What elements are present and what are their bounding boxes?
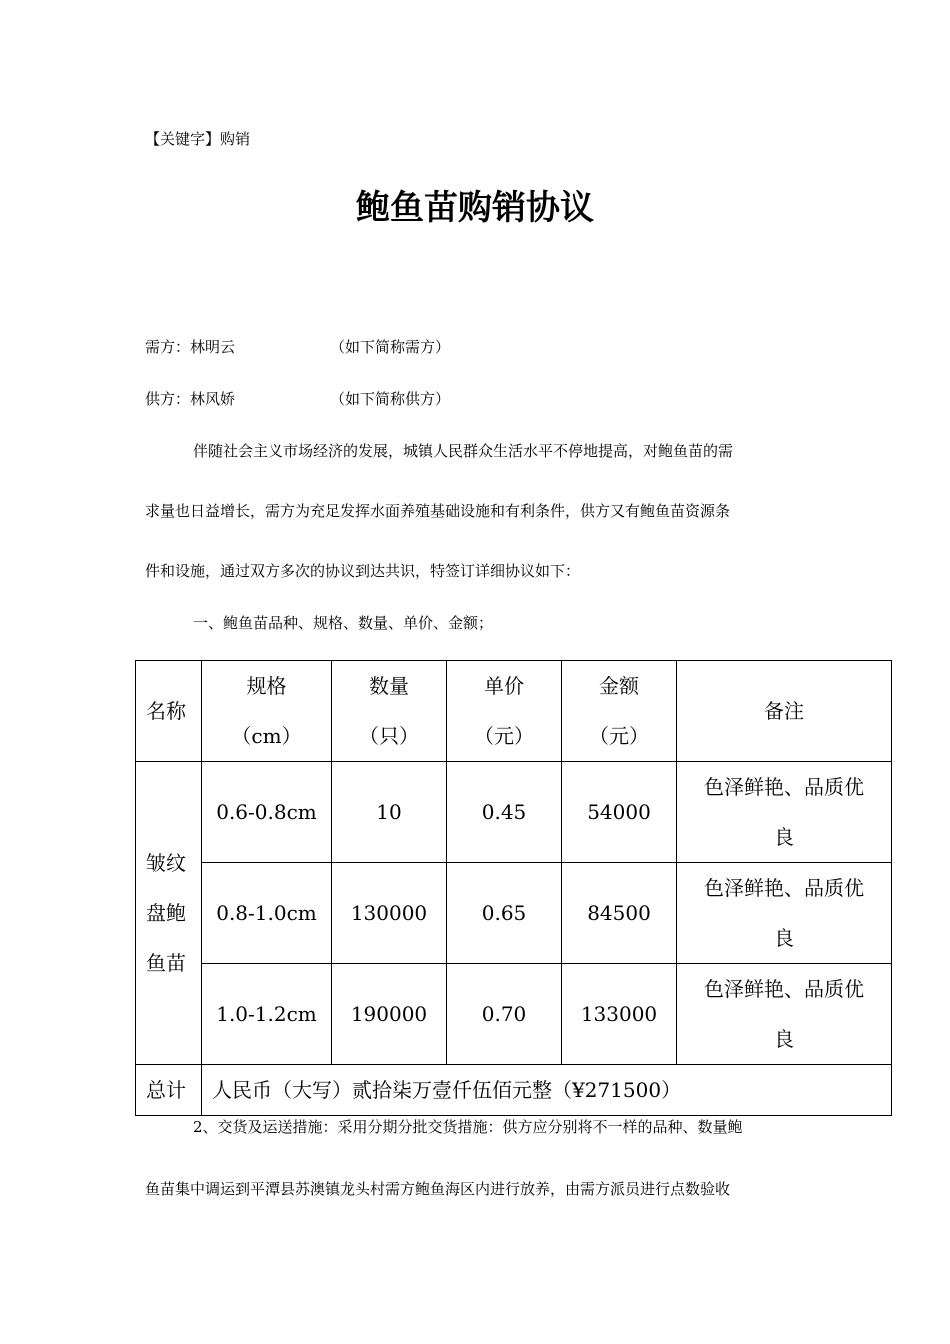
row1-amount: 54000 <box>562 762 677 863</box>
table-row <box>136 762 892 863</box>
seller-note: （如下简称供方） <box>330 390 451 408</box>
header-price <box>447 661 562 762</box>
header-spec-line2: （cm） <box>231 724 302 748</box>
section1-heading: 一、鲍鱼苗品种、规格、数量、单价、金额； <box>193 614 494 632</box>
variety-line3: 鱼苗 <box>146 951 186 975</box>
buyer-note: （如下简称需方） <box>330 338 451 356</box>
total-value: 人民币（大写）贰拾柒万壹仟伍佰元整（¥271500） <box>202 1065 892 1116</box>
header-spec-line1: 规格 <box>246 674 287 698</box>
header-qty-line2: （只） <box>359 724 419 748</box>
table-row <box>136 863 892 964</box>
row1-remark-line2: 良 <box>774 825 794 849</box>
table-header-row <box>136 661 892 762</box>
row2-qty: 130000 <box>332 863 447 964</box>
page-title: 鲍鱼苗购销协议 <box>356 188 594 228</box>
row3-remark-line2: 良 <box>774 1027 794 1051</box>
spec-table <box>135 660 892 1116</box>
row2-spec: 0.8-1.0cm <box>202 863 332 964</box>
row2-remark <box>677 863 892 964</box>
row2-amount: 84500 <box>562 863 677 964</box>
row3-spec: 1.0-1.2cm <box>202 964 332 1065</box>
header-amount-line2: （元） <box>589 724 649 748</box>
buyer-label: 需方：林明云 <box>145 338 236 356</box>
header-amount-line1: 金额 <box>599 674 639 698</box>
row3-remark-line1: 色泽鲜艳、品质优 <box>704 977 864 1001</box>
intro-line-3: 件和设施，通过双方多次的协议到达共识，特签订详细协议如下： <box>145 562 581 580</box>
header-amount <box>562 661 677 762</box>
total-label: 总计 <box>136 1065 202 1116</box>
row3-qty: 190000 <box>332 964 447 1065</box>
keyword-line: 【关键字】购销 <box>145 130 251 148</box>
header-qty <box>332 661 447 762</box>
total-row <box>136 1065 892 1116</box>
table-row <box>136 964 892 1065</box>
row2-remark-line2: 良 <box>774 926 794 950</box>
intro-line-2: 求量也日益增长，需方为充足发挥水面养殖基础设施和有利条件，供方又有鲍鱼苗资源条 <box>145 502 731 520</box>
row1-remark <box>677 762 892 863</box>
row2-remark-line1: 色泽鲜艳、品质优 <box>704 876 864 900</box>
row3-price: 0.70 <box>447 964 562 1065</box>
header-remark: 备注 <box>677 661 892 762</box>
row1-qty: 10 <box>332 762 447 863</box>
variety-line1: 皱纹 <box>146 851 186 875</box>
row2-price: 0.65 <box>447 863 562 964</box>
row1-spec: 0.6-0.8cm <box>202 762 332 863</box>
row1-remark-line1: 色泽鲜艳、品质优 <box>704 775 864 799</box>
variety-cell <box>136 762 202 1065</box>
header-price-line1: 单价 <box>484 674 524 698</box>
section2-line-1: 2、交货及运送措施：采用分期分批交货措施：供方应分别将不一样的品种、数量鲍 <box>193 1118 743 1136</box>
row3-remark <box>677 964 892 1065</box>
row3-amount: 133000 <box>562 964 677 1065</box>
header-price-line2: （元） <box>474 724 534 748</box>
header-qty-line1: 数量 <box>369 674 409 698</box>
header-name: 名称 <box>136 661 202 762</box>
variety-line2: 盘鲍 <box>146 901 186 925</box>
row1-price: 0.45 <box>447 762 562 863</box>
intro-line-1: 伴随社会主义市场经济的发展，城镇人民群众生活水平不停地提高，对鲍鱼苗的需 <box>193 442 734 460</box>
section2-line-2: 鱼苗集中调运到平潭县苏澳镇龙头村需方鲍鱼海区内进行放养，由需方派员进行点数验收 <box>145 1180 731 1198</box>
header-spec <box>202 661 332 762</box>
seller-label: 供方：林风娇 <box>145 390 236 408</box>
